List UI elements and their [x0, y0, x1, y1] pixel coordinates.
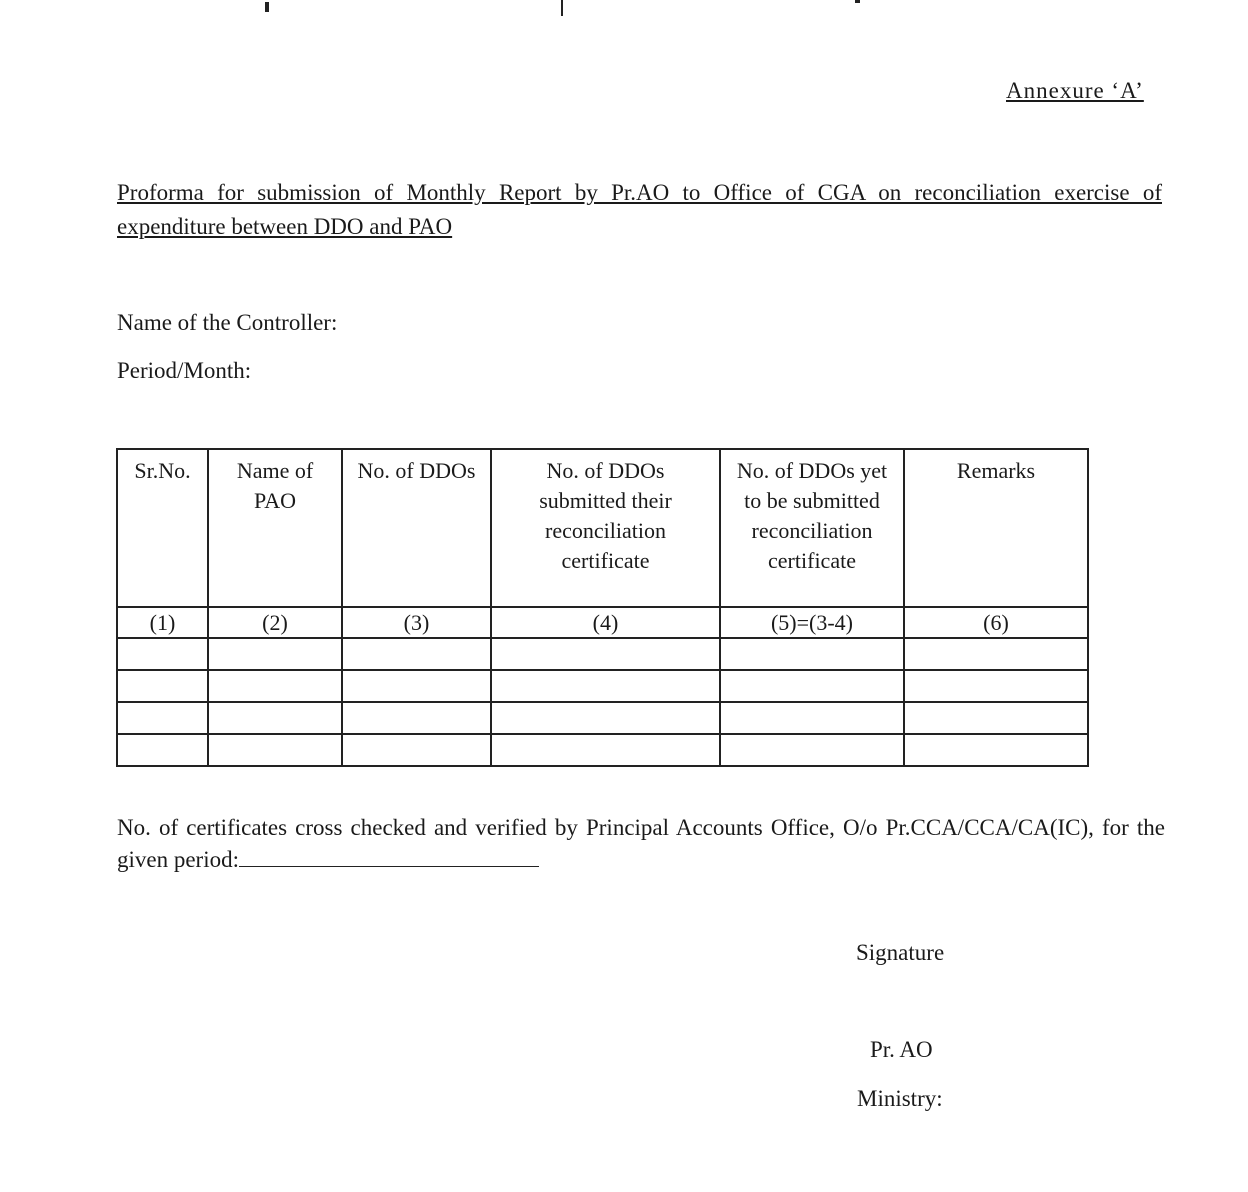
- period-blank-line: [239, 844, 539, 867]
- column-number: (4): [491, 607, 720, 638]
- verification-statement: [117, 812, 1165, 876]
- header-ddos-yet-to-submit: [720, 449, 904, 607]
- table-cell: [720, 670, 904, 702]
- table-cell: [491, 734, 720, 766]
- scan-mark: [561, 0, 563, 16]
- table-cell: [208, 734, 342, 766]
- header-sr-no: Sr.No.: [117, 449, 208, 607]
- document-title: Proforma for submission of Monthly Report by Pr.AO to Office of CGA on reconciliation exercise of expenditure between DDO and PAO: [117, 180, 1162, 239]
- table-cell: [117, 702, 208, 734]
- table-row: [117, 670, 1088, 702]
- column-number: (2): [208, 607, 342, 638]
- header-ddos-yet-to-submit-text: No. of DDOs yet to be submitted reconciliation certificate: [736, 458, 888, 573]
- table-cell: [491, 702, 720, 734]
- table-row: [117, 638, 1088, 670]
- table-cell: [208, 702, 342, 734]
- table-cell: [208, 638, 342, 670]
- column-number: (5)=(3-4): [720, 607, 904, 638]
- header-no-of-ddos: No. of DDOs: [342, 449, 491, 607]
- header-remarks: Remarks: [904, 449, 1088, 607]
- scan-mark: [855, 0, 860, 3]
- table-cell: [117, 638, 208, 670]
- column-number: (3): [342, 607, 491, 638]
- table-cell: [208, 670, 342, 702]
- table-cell: [491, 638, 720, 670]
- column-number: (6): [904, 607, 1088, 638]
- table-cell: [720, 734, 904, 766]
- annexure-label: Annexure ‘A’: [1006, 78, 1144, 103]
- table-cell: [904, 734, 1088, 766]
- signature-label: Signature: [856, 940, 945, 965]
- header-name-of-pao: [208, 449, 342, 607]
- verification-statement-text: No. of certificates cross checked and verified by Principal Accounts Office, O/o Pr.CCA/CCA/CA(IC), for the given period:: [117, 815, 1165, 872]
- header-ddos-submitted: [491, 449, 720, 607]
- table-row: [117, 734, 1088, 766]
- ministry-label: Ministry:: [857, 1086, 943, 1111]
- header-ddos-submitted-text: No. of DDOs submitted their reconciliation certificate: [539, 458, 672, 573]
- table-cell: [720, 702, 904, 734]
- table-cell: [904, 638, 1088, 670]
- report-table: [116, 448, 1089, 767]
- table-cell: [904, 670, 1088, 702]
- column-number-row: [117, 607, 1088, 638]
- designation-label: Pr. AO: [870, 1037, 933, 1062]
- header-name-of-pao-text: Name of PAO: [236, 458, 314, 513]
- table-row: [117, 702, 1088, 734]
- table-cell: [720, 638, 904, 670]
- table-cell: [117, 734, 208, 766]
- column-number: (1): [117, 607, 208, 638]
- table-cell: [117, 670, 208, 702]
- table-cell: [342, 670, 491, 702]
- table-cell: [491, 670, 720, 702]
- scan-mark: [265, 2, 269, 12]
- table-header-row: [117, 449, 1088, 607]
- period-field: Period/Month:: [117, 358, 252, 383]
- table-cell: [904, 702, 1088, 734]
- table-cell: [342, 638, 491, 670]
- table-cell: [342, 734, 491, 766]
- table-cell: [342, 702, 491, 734]
- controller-field: Name of the Controller:: [117, 310, 338, 335]
